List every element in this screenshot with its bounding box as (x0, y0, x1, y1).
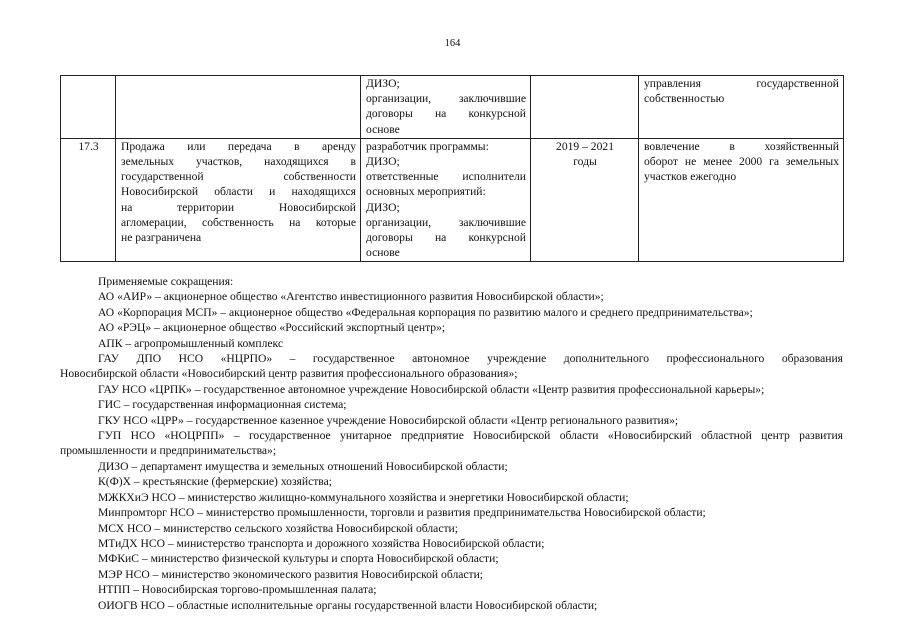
executor-line: договоры на конкурсной (366, 231, 526, 245)
event-line: на территории Новосибирской (121, 200, 356, 214)
executor-line: основных мероприятий: (366, 185, 486, 199)
abbreviation-item: АО «АИР» – акционерное общество «Агентство инвестиционного развития Новосибирской области»; (98, 290, 604, 304)
cell-num: 17.3 (61, 138, 116, 262)
abbreviation-item: ГАУ НСО «ЦРПК» – государственное автономное учреждение Новосибирской области «Центр развития профессиональной карьеры»; (98, 382, 765, 396)
period-line: 2019 – 2021 (556, 139, 614, 153)
abbreviation-item-continued: Новосибирской области «Новосибирский центр развития профессионального образования»; (60, 367, 518, 381)
executor-line: основе (366, 246, 400, 260)
abbreviation-item: АО «Корпорация МСП» – акционерное общество «Федеральная корпорация по развитию малого и среднего предпринимательства»; (98, 305, 753, 319)
table-row (61, 138, 844, 262)
event-line: Новосибирской области и находящихся (121, 185, 356, 199)
abbreviation-item: К(Ф)Х – крестьянские (фермерские) хозяйства; (98, 475, 332, 489)
abbreviation-item: МЖКХиЭ НСО – министерство жилищно-коммунального хозяйства и энергетики Новосибирской области; (98, 490, 629, 504)
abbreviation-item: ОИОГВ НСО – областные исполнительные органы государственной власти Новосибирской области; (98, 598, 598, 612)
cell-executors (361, 76, 531, 139)
cell-executors (361, 138, 531, 262)
abbreviation-item: МСХ НСО – министерство сельского хозяйства Новосибирской области; (98, 521, 458, 535)
abbreviation-item: МТиДХ НСО – министерство транспорта и дорожного хозяйства Новосибирской области; (98, 536, 545, 550)
executor-line: организации, заключившие (366, 215, 526, 229)
abbreviations-heading: Применяемые сокращения: (98, 275, 234, 288)
result-line: собственностью (644, 92, 725, 106)
result-line: вовлечение в хозяйственный (644, 139, 839, 153)
abbreviation-item: ГКУ НСО «ЦРР» – государственное казенное учреждение Новосибирской области «Центр регионального развития»; (98, 413, 679, 427)
abbreviation-item: МФКиС – министерство физической культуры и спорта Новосибирской области; (98, 552, 499, 566)
cell-period (531, 76, 639, 139)
event-line: государственной собственности (121, 170, 356, 184)
executor-line: ДИЗО; (366, 77, 400, 90)
result-line: управления государственной (644, 77, 839, 90)
cell-event (116, 138, 361, 262)
event-line: не разграничена (121, 231, 202, 245)
period-line: годы (573, 155, 597, 169)
abbreviation-item: Минпромторг НСО – министерство промышленности, торговли и развития предпринимательства Новосибирской области; (98, 506, 706, 520)
abbreviation-item: АПК – агропромышленный комплекс (98, 336, 284, 350)
cell-event (116, 76, 361, 139)
executor-line: разработчик программы: (366, 139, 489, 153)
result-line: участков ежегодно (644, 170, 737, 184)
measures-table (60, 75, 844, 262)
abbreviations-section (60, 274, 843, 613)
executor-line: организации, заключившие (366, 92, 526, 106)
abbreviation-item-continued: промышленности и предпринимательства»; (60, 444, 277, 458)
abbreviation-item: ГУП НСО «НОЦРПП» – государственное унитарное предприятие Новосибирской области «Новосибирский областной центр развития (98, 429, 843, 443)
executor-line: договоры на конкурсной (366, 107, 526, 121)
cell-num (61, 76, 116, 139)
event-line: земельных участков, находящихся в (121, 155, 356, 169)
event-line: агломерации, собственность на которые (121, 215, 356, 229)
cell-result (639, 138, 844, 262)
result-line: оборот не менее 2000 га земельных (644, 155, 839, 169)
executor-line: основе (366, 122, 400, 136)
executor-line: ДИЗО; (366, 200, 400, 214)
cell-period (531, 138, 639, 262)
abbreviation-item: ГИС – государственная информационная система; (98, 398, 347, 412)
abbreviation-item: АО «РЭЦ» – акционерное общество «Российский экспортный центр»; (98, 321, 446, 335)
abbreviation-item: МЭР НСО – министерство экономического развития Новосибирской области; (98, 567, 484, 581)
table-row (61, 76, 844, 139)
executor-line: ответственные исполнители (366, 170, 526, 184)
executor-line: ДИЗО; (366, 155, 400, 169)
abbreviation-item: ДИЗО – департамент имущества и земельных отношений Новосибирской области; (98, 459, 508, 473)
abbreviation-item: НТПП – Новосибирская торгово-промышленная палата; (98, 583, 377, 597)
page-number: 164 (444, 38, 461, 49)
cell-result (639, 76, 844, 139)
abbreviation-item: ГАУ ДПО НСО «НЦРПО» – государственное автономное учреждение дополнительного профессионального образования (98, 352, 843, 366)
event-line: Продажа или передача в аренду (121, 139, 356, 153)
